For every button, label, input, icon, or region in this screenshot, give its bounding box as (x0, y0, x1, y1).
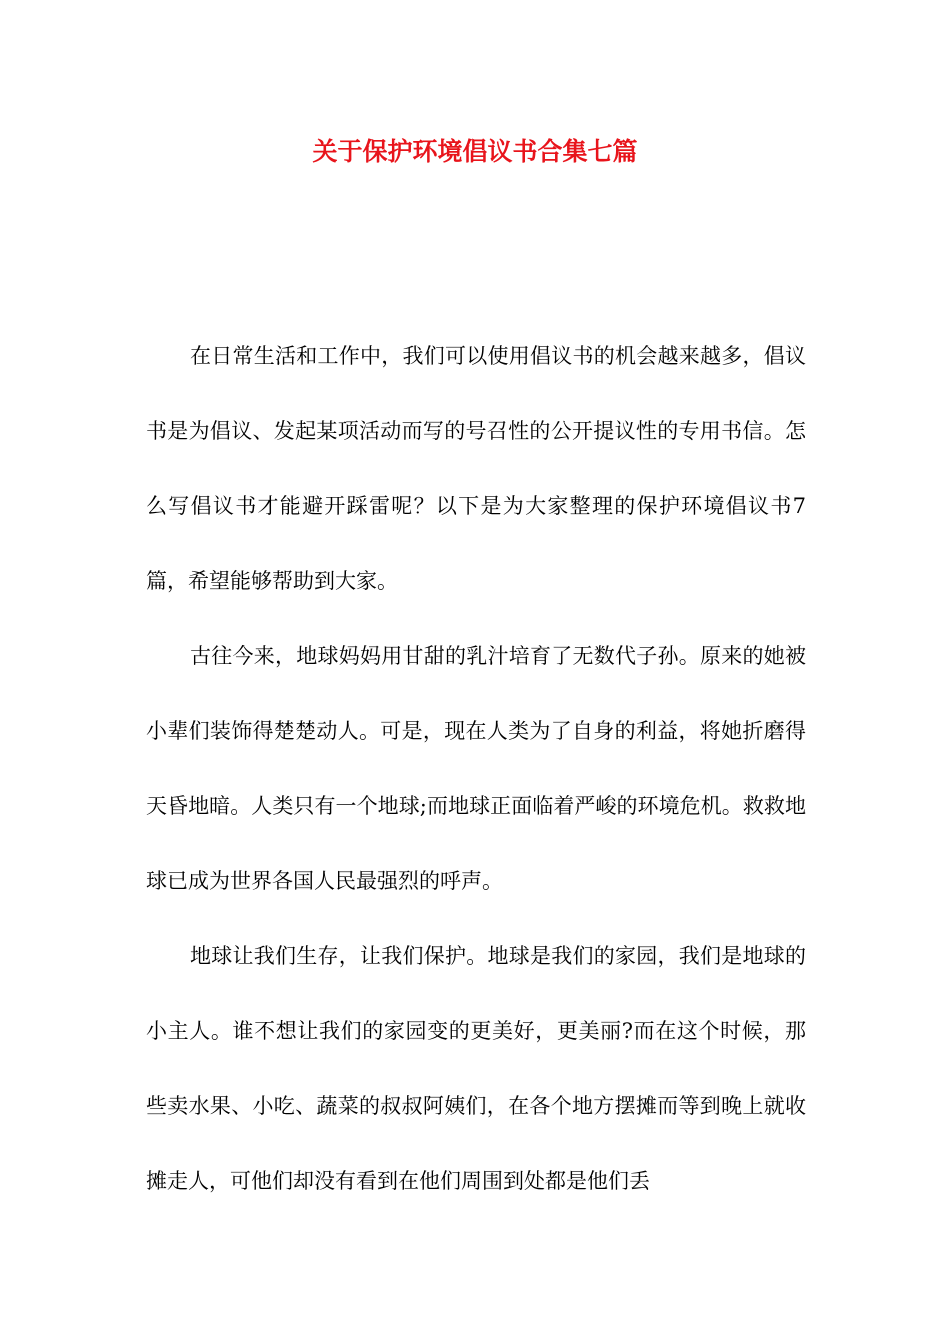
paragraph-earth-home: 地球让我们生存，让我们保护。地球是我们的家园，我们是地球的小主人。谁不想让我们的家园变的更美好，更美丽?而在这个时候，那些卖水果、小吃、蔬菜的叔叔阿姨们，在各个地方摆摊而等到晚上就收摊走人，可他们却没有看到在他们周围到处都是他们丢 (146, 944, 806, 1193)
document-title: 关于保护环境倡议书合集七篇 (312, 137, 638, 166)
document-body (146, 319, 806, 1219)
paragraph-earth-mother: 古往今来，地球妈妈用甘甜的乳汁培育了无数代子孙。原来的她被小辈们装饰得楚楚动人。可是，现在人类为了自身的利益，将她折磨得天昏地暗。人类只有一个地球;而地球正面临着严峻的环境危机。救救地球已成为世界各国人民最强烈的呼声。 (146, 644, 806, 893)
paragraph-intro: 在日常生活和工作中，我们可以使用倡议书的机会越来越多，倡议书是为倡议、发起某项活动而写的号召性的公开提议性的专用书信。怎么写倡议书才能避开踩雷呢？以下是为大家整理的保护环境倡议书7篇，希望能够帮助到大家。 (146, 344, 806, 593)
